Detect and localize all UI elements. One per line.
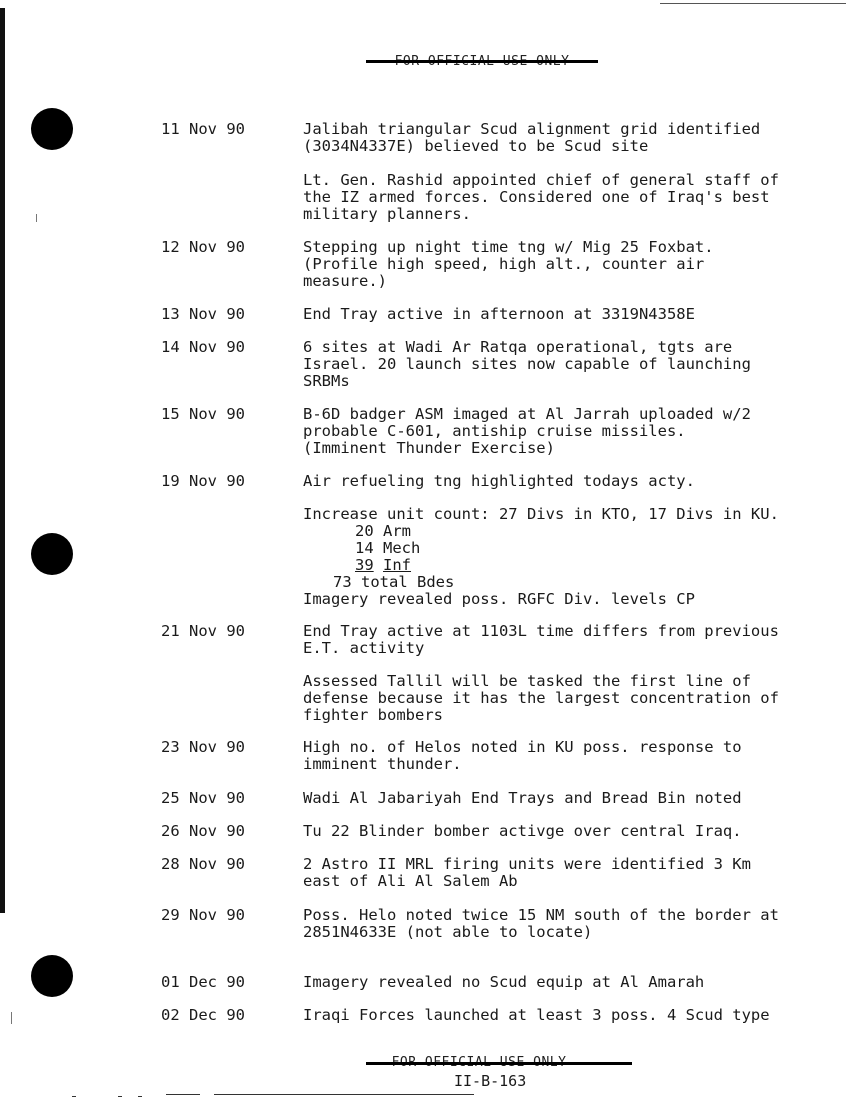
entry-line: High no. of Helos noted in KU poss. response to — [303, 738, 742, 756]
binder-hole — [31, 533, 73, 575]
binder-hole — [31, 108, 73, 150]
entry-text — [303, 473, 695, 490]
entry-line: Iraqi Forces launched at least 3 poss. 4 Scud type — [303, 1006, 770, 1024]
entry-date: 02 Dec 90 — [161, 1006, 245, 1024]
entry-date: 21 Nov 90 — [161, 622, 245, 640]
entry-date: 28 Nov 90 — [161, 855, 245, 873]
entry-line: Poss. Helo noted twice 15 NM south of the border at — [303, 906, 779, 924]
entry-line: the IZ armed forces. Considered one of Iraq's best — [303, 188, 770, 206]
entry-line: imminent thunder. — [303, 755, 462, 773]
entry-text — [303, 239, 714, 290]
entry-date: 26 Nov 90 — [161, 822, 245, 840]
entry-text — [303, 172, 779, 223]
entry-date: 12 Nov 90 — [161, 238, 245, 256]
entry-line: (Profile high speed, high alt., counter air — [303, 255, 705, 273]
entry-line: 2 Astro II MRL firing units were identified 3 Km — [303, 855, 751, 873]
entry-date: 11 Nov 90 — [161, 120, 245, 138]
entry-text — [303, 1007, 770, 1024]
entry-line: Tu 22 Blinder bomber activge over central Iraq. — [303, 822, 742, 840]
entry-line: Jalibah triangular Scud alignment grid identified — [303, 120, 761, 138]
entry-text — [303, 121, 760, 155]
binder-hole — [31, 955, 73, 997]
entry-line: east of Ali Al Salem Ab — [303, 872, 518, 890]
unit-breakdown-row: 14 Mech — [355, 539, 421, 557]
page-number: II-B-163 — [454, 1072, 527, 1090]
entry-line: Air refueling tng highlighted todays acty. — [303, 472, 695, 490]
entry-date: 15 Nov 90 — [161, 405, 245, 423]
entry-line: Increase unit count: 27 Divs in KTO, 17 Divs in KU. — [303, 505, 779, 523]
entry-text — [303, 907, 779, 941]
entry-text — [303, 673, 779, 724]
entry-line: B-6D badger ASM imaged at Al Jarrah uploaded w/2 — [303, 405, 751, 423]
entry-date: 01 Dec 90 — [161, 973, 245, 991]
entry-line: End Tray active in afternoon at 3319N4358E — [303, 305, 695, 323]
scan-bottom-rule — [166, 1094, 200, 1095]
entry-text — [303, 306, 695, 323]
scan-edge — [0, 8, 5, 913]
entry-text — [303, 790, 742, 807]
entry-date: 13 Nov 90 — [161, 305, 245, 323]
entry-line: 6 sites at Wadi Ar Ratqa operational, tgts are — [303, 338, 733, 356]
entry-line: Lt. Gen. Rashid appointed chief of general staff of — [303, 171, 779, 189]
entry-line: (Imminent Thunder Exercise) — [303, 439, 555, 457]
entry-text — [303, 856, 751, 890]
entry-line: SRBMs — [303, 372, 350, 390]
entry-line: Israel. 20 launch sites now capable of launching — [303, 355, 751, 373]
scan-mark — [11, 1012, 12, 1024]
entry-line: Stepping up night time tng w/ Mig 25 Foxbat. — [303, 238, 714, 256]
entry-line: measure.) — [303, 272, 387, 290]
entry-text — [303, 974, 704, 991]
entry-line: probable C-601, antiship cruise missiles. — [303, 422, 686, 440]
entry-line: 2851N4633E (not able to locate) — [303, 923, 593, 941]
unit-breakdown-row: 39 Inf — [355, 556, 412, 574]
entry-date: 19 Nov 90 — [161, 472, 245, 490]
entry-date: 29 Nov 90 — [161, 906, 245, 924]
entry-line: End Tray active at 1103L time differs from previous — [303, 622, 779, 640]
unit-breakdown-total: 73 total Bdes — [333, 573, 455, 591]
entry-text — [303, 339, 751, 390]
entry-line: Wadi Al Jabariyah End Trays and Bread Bin noted — [303, 789, 742, 807]
entry-line: E.T. activity — [303, 639, 425, 657]
entry-text — [303, 823, 742, 840]
entry-line: (3034N4337E) believed to be Scud site — [303, 137, 649, 155]
entry-line: Assessed Tallil will be tasked the first line of — [303, 672, 751, 690]
entry-line: defense because it has the largest concentration of — [303, 689, 779, 707]
entry-line: fighter bombers — [303, 706, 443, 724]
scan-bottom-rule — [118, 1096, 122, 1097]
entry-line: military planners. — [303, 205, 471, 223]
unit-breakdown-row: 20 Arm — [355, 522, 412, 540]
scan-bottom-rule — [72, 1096, 76, 1097]
entry-date: 23 Nov 90 — [161, 738, 245, 756]
entry-text — [303, 506, 779, 608]
scan-bottom-rule — [214, 1094, 474, 1095]
entry-date: 14 Nov 90 — [161, 338, 245, 356]
scan-mark — [36, 214, 37, 222]
header-strike — [366, 60, 598, 63]
entry-text — [303, 406, 751, 457]
entry-date: 25 Nov 90 — [161, 789, 245, 807]
entry-line: Imagery revealed poss. RGFC Div. levels CP — [303, 590, 695, 608]
entry-text — [303, 623, 779, 657]
entry-line: Imagery revealed no Scud equip at Al Amarah — [303, 973, 705, 991]
footer-strike — [366, 1062, 632, 1065]
scan-top-rule — [660, 3, 846, 4]
entry-text — [303, 739, 742, 773]
scan-bottom-rule — [138, 1096, 142, 1097]
